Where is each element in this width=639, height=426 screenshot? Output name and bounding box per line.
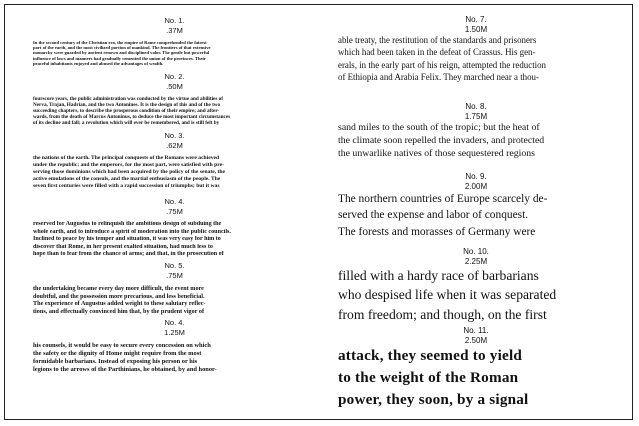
text-line: seven first centuries were filled with a rapid succession of triumphs; but it was xyxy=(33,183,220,189)
specimen-5 xyxy=(33,262,316,315)
text-line: power, they soon, by a signal xyxy=(338,390,529,408)
text-line: serving those dominions which had been acquired by the policy of the senate, the xyxy=(33,169,225,175)
specimen-label xyxy=(33,73,316,90)
specimen-number: No. 5. xyxy=(164,261,185,270)
specimen-size: .75M xyxy=(166,270,183,280)
specimen-label xyxy=(33,262,316,279)
text-line: who despised life when it was separated xyxy=(338,287,557,303)
specimen-size: .62M xyxy=(166,140,183,150)
text-line: succeeding chapters, to describe the prosperous condition of their empire; and after- xyxy=(33,108,220,114)
text-line: to the weight of the Roman xyxy=(338,368,519,386)
specimen-label xyxy=(33,319,316,336)
specimen-size: 1.25M xyxy=(164,327,185,337)
text-line: his counsels, it would be easy to secure every concession on which xyxy=(33,342,211,349)
specimen-text xyxy=(33,342,316,374)
text-line: peaceful inhabitants enjoyed and abused the advantages of wealth. xyxy=(33,60,164,66)
text-line: the unwarlike natives of those sequestered regions xyxy=(338,148,535,160)
right-column xyxy=(338,5,614,419)
specimen-6 xyxy=(33,319,316,374)
specimen-number: No. 4. xyxy=(164,318,185,327)
text-line: filled with a hardy race of barbarians xyxy=(338,268,539,283)
text-line: Inclined to peace by his temper and situation, it was very easy for him to xyxy=(33,236,221,243)
specimen-number: No. 8. xyxy=(465,102,487,111)
text-line: fourscore years, the public administration was conducted by the virtue and abilities of xyxy=(33,96,223,102)
text-line: able treaty, the restitution of the standards and prisoners xyxy=(338,35,537,45)
text-line: attack, they seemed to yield xyxy=(338,347,523,364)
specimen-4 xyxy=(33,198,316,259)
text-line: tions, and effectually convinced him that, by the prudent vigor of xyxy=(33,307,205,315)
text-line: part of the earth, and the most civilized portion of mankind. The frontiers of that extensive xyxy=(33,45,211,51)
specimen-7 xyxy=(338,16,614,84)
specimen-2 xyxy=(33,73,316,126)
text-line: formidable barbarians. Instead of exposing his person or his xyxy=(33,358,198,365)
specimen-size: .75M xyxy=(166,206,183,216)
specimen-size: .50M xyxy=(166,81,183,91)
text-line: In the second century of the Christian era, the empire of Rome comprehended the fairest xyxy=(33,40,207,45)
specimen-number: No. 10. xyxy=(463,247,489,256)
text-line: sand miles to the south of the tropic; but the heat of xyxy=(338,122,540,133)
text-line: discover that Rome, in her present exalted situation, had much less to xyxy=(33,243,213,250)
specimen-number: No. 4. xyxy=(164,197,185,206)
text-line: doubtful, and the possession more precarious, and less beneficial. xyxy=(33,292,205,300)
text-line: The forests and morasses of Germany were xyxy=(338,225,536,238)
specimen-number: No. 7. xyxy=(465,15,487,24)
specimen-label xyxy=(33,132,316,149)
specimen-label xyxy=(338,248,614,266)
specimen-text xyxy=(338,121,614,161)
text-line: reserved for Augustus to relinquish the ambitious design of subduing the xyxy=(33,221,222,227)
text-line: under the republic; and the emperors, for the most part, were satisfied with pre- xyxy=(33,162,224,168)
specimen-label xyxy=(338,173,614,191)
text-line: of its decline and fall; a revolution which will ever be remembered, and is still felt by xyxy=(33,120,220,126)
specimen-size: .37M xyxy=(166,25,183,35)
specimen-size: 1.75M xyxy=(464,112,488,121)
text-line: the safety or the dignity of Home might require from the most xyxy=(33,350,202,357)
text-line: from freedom; and though, on the first xyxy=(338,306,547,322)
text-line: The experience of Augustus added weight to these salutary reflec- xyxy=(33,300,206,308)
specimen-text xyxy=(33,155,316,190)
specimen-number: No. 3. xyxy=(164,131,185,140)
text-line: wards, from the death of Marcus Antoninus, to deduce the most important circumstances xyxy=(33,114,231,120)
specimen-11 xyxy=(338,327,614,410)
specimen-text xyxy=(338,345,614,410)
text-line: erals, in the early part of his reign, attempted the reduction xyxy=(338,59,546,70)
specimen-label xyxy=(33,198,316,215)
specimen-10 xyxy=(338,248,614,324)
specimen-label xyxy=(338,327,614,345)
text-line: The northern countries of Europe scarcely de- xyxy=(338,193,548,205)
specimen-number: No. 9. xyxy=(465,172,487,181)
specimen-size: 2.00M xyxy=(464,182,488,191)
text-line: the climate soon repelled the invaders, and protected xyxy=(338,135,545,147)
specimen-label xyxy=(338,103,614,121)
text-line: active emulations of the consuls, and the martial enthusiasm of the people. The xyxy=(33,176,221,182)
text-line: monarchy were guarded by ancient renown and disciplined valor. The gentle but powerful xyxy=(33,50,210,56)
specimen-size: 1.50M xyxy=(464,25,488,34)
text-line: of Ethiopia and Arabia Felix. They marched near a thou- xyxy=(338,72,539,83)
specimen-label xyxy=(338,16,614,34)
text-line: whole earth, and to introduce a spirit of moderation into the public councils. xyxy=(33,228,231,235)
specimen-text xyxy=(338,191,614,240)
specimen-text xyxy=(338,34,614,84)
text-line: Nerva, Trajan, Hadrian, and the two Antonines. It is the design of this and of the two xyxy=(33,102,221,108)
text-line: served the expense and labor of conquest. xyxy=(338,209,529,222)
specimen-number: No. 1. xyxy=(164,16,185,25)
specimen-8 xyxy=(338,103,614,161)
text-line: influence of laws and manners had gradually cemented the union of the provinces. Their xyxy=(33,55,206,61)
specimen-1 xyxy=(33,17,316,66)
specimen-text xyxy=(33,40,316,66)
specimen-text xyxy=(33,285,316,315)
specimen-text xyxy=(33,221,316,259)
specimen-text xyxy=(33,96,316,126)
specimen-number: No. 11. xyxy=(463,326,489,335)
specimen-page xyxy=(4,4,633,420)
text-line: the undertaking became every day more difficult, the event more xyxy=(33,285,204,292)
specimen-size: 2.50M xyxy=(464,336,488,345)
specimen-3 xyxy=(33,132,316,190)
specimen-number: No. 2. xyxy=(164,72,185,81)
text-line: which had been taken in the defeat of Crassus. His gen- xyxy=(338,47,536,58)
text-line: the nations of the earth. The principal conquests of the Romans were achieved xyxy=(33,155,220,161)
text-line: hope than to fear from the chance of arms; and that, in the prosecution of xyxy=(33,251,224,258)
specimen-label xyxy=(33,17,316,34)
text-line: legions to the arrows of the Parthinians, he obtained, by and honor- xyxy=(33,366,217,373)
left-column xyxy=(33,5,316,419)
specimen-size: 2.25M xyxy=(464,257,488,266)
specimen-9 xyxy=(338,173,614,240)
specimen-text xyxy=(338,266,614,324)
